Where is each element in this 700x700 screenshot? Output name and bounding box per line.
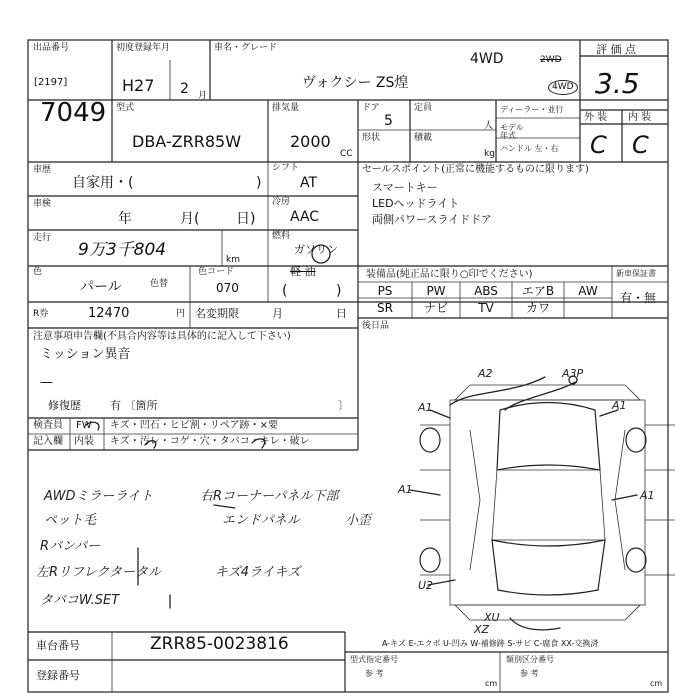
inspector-exterior-label: FW: [76, 420, 92, 431]
drive-value: 4WD: [470, 51, 504, 67]
notes-line1: ミッション異音: [40, 347, 131, 362]
post-install-label: 後日品: [362, 321, 390, 331]
equip-pw: PW: [426, 284, 446, 298]
recycle-unit: 円: [176, 309, 186, 319]
cm-1: cm: [485, 679, 498, 688]
ref-label-1: 参 考: [365, 669, 384, 678]
hw-remark-6: 右Rコーナーパネル下部: [200, 489, 339, 504]
fuel-paren-open: (: [282, 283, 288, 299]
inspector-interior-label: 内装: [74, 436, 94, 447]
doors-label: ドア: [362, 103, 380, 113]
load-label: 積載: [414, 133, 433, 143]
grade-ext-value: C: [590, 131, 607, 159]
mark-a2: A2: [478, 367, 493, 380]
ac-value: AAC: [290, 209, 320, 225]
inspector-ext-marks: キズ・凹石・ヒビ割・リペア跡・×要: [110, 420, 278, 431]
selling-points-label: セールスポイント(正常に機能するものに限ります): [362, 164, 589, 175]
grade-int-value: C: [632, 131, 649, 159]
hw-remark-5: タバコW.SET: [40, 593, 120, 608]
repair-value: 有 〔箇所: [110, 399, 158, 412]
deadline-month: 月: [272, 307, 283, 320]
lot-number: 7049: [40, 98, 107, 128]
mark-a1-right-mid: A1: [640, 489, 655, 502]
inspection-day: 日): [236, 211, 256, 227]
type-spec-label: 型式指定番号: [350, 655, 398, 664]
fuel-value: ガソリン: [294, 243, 338, 256]
grade-label: 評 価 点: [596, 43, 636, 56]
color-value: パール: [80, 279, 122, 295]
selling-point-2: LEDヘッドライト: [372, 197, 460, 210]
mark-a1-right: A1: [612, 399, 627, 412]
equip-navi: ナビ: [423, 301, 448, 315]
repair-label: 修復歴: [48, 399, 81, 412]
registration-label: 登録番号: [36, 669, 80, 682]
color-label: 色: [33, 267, 43, 277]
car-name-label: 車名・グレード: [214, 43, 278, 53]
first-reg-month-unit: 月: [198, 91, 208, 101]
repair-close: 〕: [338, 399, 349, 412]
inspection-year: 年: [118, 211, 132, 227]
grade-ext-label: 外 装: [584, 112, 608, 123]
inspection-month: 月(: [180, 211, 200, 227]
first-reg-month: 2: [180, 81, 189, 97]
new-warranty-label: 新車保証書: [616, 269, 656, 278]
dealer-label: ディーラー・並行: [500, 105, 564, 114]
capacity-label: 定員: [414, 103, 433, 113]
model-value: DBA-ZRR85W: [132, 132, 242, 151]
equip-tv: TV: [478, 301, 494, 315]
chassis-value: ZRR85-0023816: [150, 634, 289, 654]
selling-point-1: スマートキー: [372, 181, 438, 194]
notes-label: 注意事項申告欄(不具合内容等は具体的に記入して下さい): [33, 331, 291, 342]
hw-remark-9: キズ4ライキズ: [215, 565, 301, 580]
fuel-paren-close: ): [336, 283, 342, 299]
legend: A-キズ E-エクボ U-凹み W-補修跡 S-サビ C-腐食 XX-交換済: [382, 639, 599, 648]
handle-label: ハンドル 左・右: [500, 144, 559, 153]
mark-a1-left: A1: [418, 401, 433, 414]
equip-abs: ABS: [474, 284, 498, 298]
hw-remark-3: Rバンパー: [40, 539, 101, 554]
color-code-label: 色コード: [198, 267, 235, 277]
recycle-label: R券: [33, 309, 49, 319]
equip-leather: カワ: [525, 301, 550, 315]
shift-label: シフト: [272, 163, 300, 173]
equip-aw: AW: [578, 284, 598, 298]
doors-value: 5: [384, 113, 393, 129]
mark-a3p: A3P: [562, 367, 584, 380]
first-reg-label: 初度登録年月: [116, 43, 171, 53]
hw-remark-7: エンドパネル: [222, 513, 300, 528]
displacement-label: 排気量: [272, 103, 300, 113]
usage-label: 車歴: [33, 165, 52, 175]
capacity-unit: 人: [484, 121, 494, 131]
usage-close: ): [256, 175, 262, 191]
hw-remark-8: 小歪: [345, 513, 372, 528]
grade-int-label: 内 装: [628, 112, 652, 123]
fuel-label: 燃料: [272, 231, 291, 241]
mileage-label: 走行: [33, 233, 52, 243]
equip-sr: SR: [377, 301, 393, 315]
mileage-value: 9万3千804: [78, 240, 167, 260]
equip-ps: PS: [377, 284, 393, 298]
class-label: 類別区分番号: [506, 655, 554, 664]
grade-value: 3.5: [595, 67, 640, 100]
equipment-label: 装備品(純正品に限り○印でください): [366, 269, 533, 280]
displacement-value: 2000: [290, 132, 331, 151]
recycle-value: 12470: [88, 306, 130, 321]
shape-label: 形状: [362, 133, 381, 143]
warranty-value: 有・無: [620, 291, 657, 305]
color-change-label: 色替: [150, 279, 169, 289]
load-unit: kg: [484, 149, 495, 159]
deadline-day: 日: [336, 307, 347, 320]
car-name-value: ヴォクシー ZS煌: [302, 75, 409, 91]
inspector-sub-label: 記入欄: [33, 436, 63, 447]
hw-remark-2: ペット毛: [44, 513, 97, 528]
hw-remark-4: 左Rリフレクタータル: [36, 565, 161, 580]
hw-remark-1: AWDミラーライト: [44, 489, 154, 504]
lot-label: 出品番号: [33, 43, 70, 53]
inspection-label: 車検: [33, 199, 52, 209]
color-code-value: 070: [216, 281, 239, 295]
mark-xu: XU: [484, 611, 500, 624]
displacement-unit: CC: [340, 149, 353, 159]
selling-point-3: 両側パワースライドドア: [372, 213, 492, 226]
mark-a1-left-mid: A1: [398, 483, 413, 496]
equip-airbag: エアB: [521, 284, 555, 298]
inspector-label: 検査員: [33, 420, 63, 431]
fuel-alt: 軽 油: [290, 265, 316, 278]
ac-label: 冷房: [272, 197, 291, 207]
model-year-label: モデル年式: [500, 123, 524, 140]
first-reg-era: H27: [122, 76, 155, 95]
drive-mark: 4WD: [548, 80, 578, 95]
model-label: 型式: [116, 103, 135, 113]
lot-sub: [2197]: [34, 77, 68, 88]
mileage-unit: km: [226, 255, 240, 265]
usage-value: 自家用・(: [72, 175, 134, 191]
diagram-handwriting: [410, 376, 637, 630]
shift-value: AT: [300, 175, 318, 191]
cm-2: cm: [650, 679, 663, 688]
notes-line2: —: [40, 375, 53, 390]
chassis-label: 車台番号: [36, 639, 80, 652]
mark-xz: XZ: [474, 623, 490, 636]
ref-label-2: 参 考: [520, 669, 539, 678]
deadline-label: 名変期限: [195, 307, 239, 320]
car-diagram: [420, 385, 675, 620]
drive-alt: 2WD: [540, 55, 562, 65]
inspector-int-marks: キズ・汚レ・コゲ・穴・タバコ・キレ・破レ: [110, 436, 310, 447]
mark-u2: U2: [418, 579, 434, 592]
